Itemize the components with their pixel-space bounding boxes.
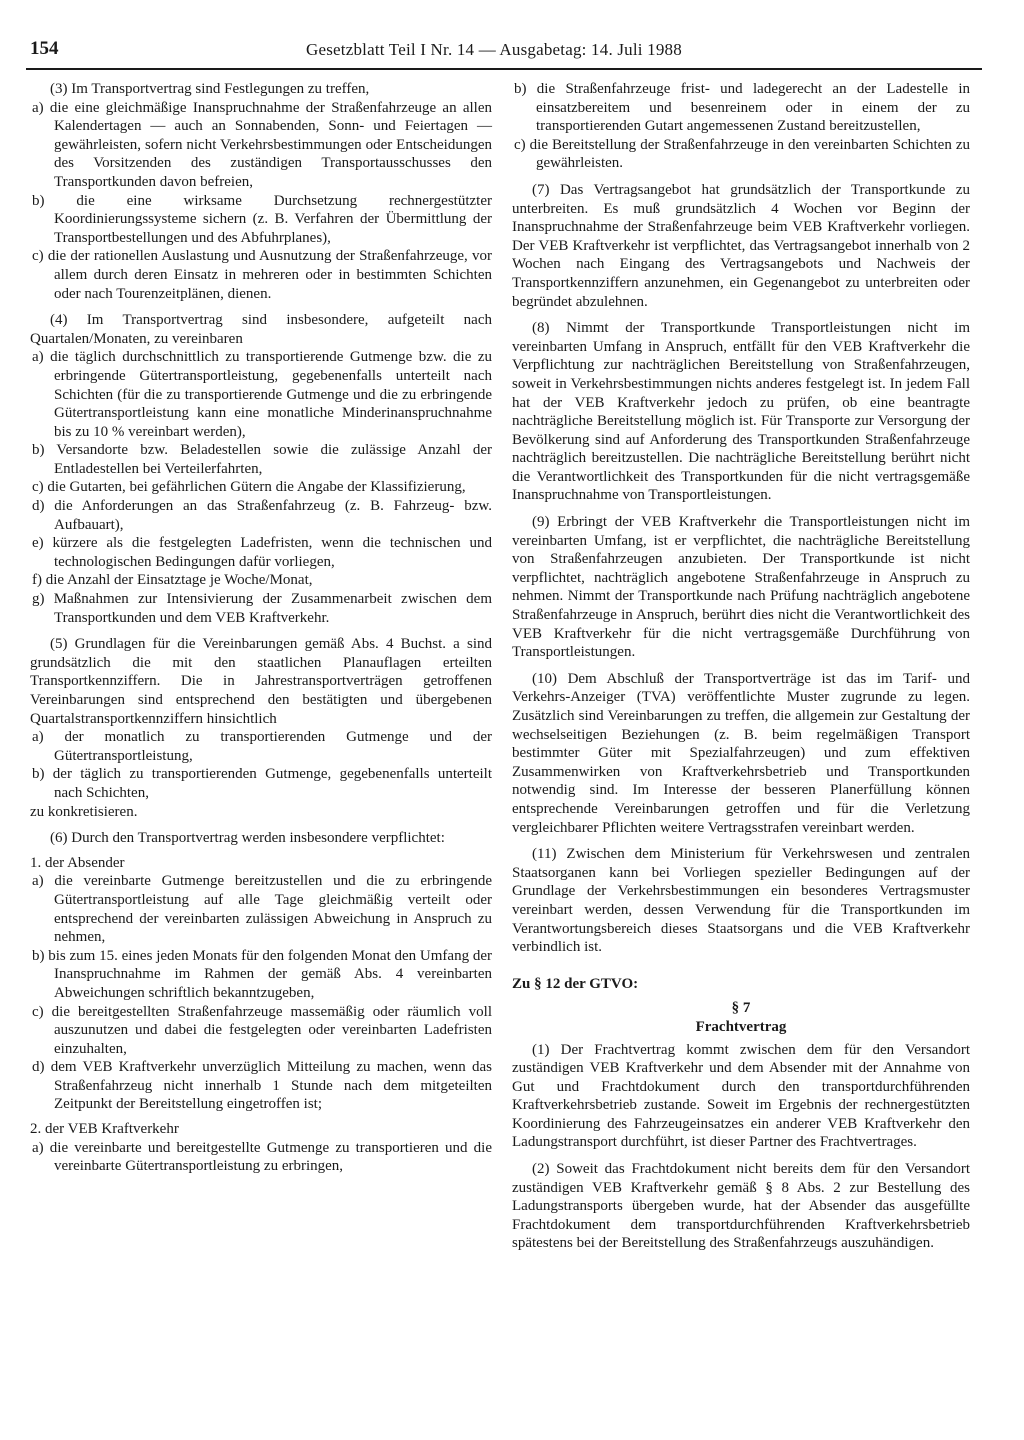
paragraph-11: (11) Zwischen dem Ministerium für Verkehrswesen und zentralen Staatsorganen kann bei Vorliegen spezieller Bedingungen auf der Grundlage der Verkehrsbestimmungen ein besonderes Vertragsmuster vereinbart werden, dessen Verwendung für die Transportkunden im Verantwortungsbereich dieses Staatsorgans und die VEB Kraftverkehr verbindlich ist. xyxy=(512,846,970,956)
paragraph-3-item-b: b) die eine wirksame Durchsetzung rechnergestützter Koordinierungssysteme sichern (z. B. Verfahren der Übermittlung der Transportbestellungen und des Abfuhrplanes), xyxy=(32,192,492,246)
paragraph-9: (9) Erbringt der VEB Kraftverkehr die Transportleistungen nicht im vereinbarten Umfang, ist er verpflichtet, die nachträgliche Bereitstellung von Straßenfahrzeugen anzubieten. Der Transportkunde ist nicht verpflichtet, nachträglich angebotene Straßenfahrzeuge in Anspruch zu nehmen. Nimmt der Transportkunde nach Prüfung nachträglich angebotene Straßenfahrzeuge in Anspruch, berührt dies nicht die Verantwortlichkeit des VEB Kraftverkehr für die nicht vertragsgemäße Durchführung von Transportleistungen. xyxy=(512,514,970,661)
paragraph-4-intro: (4) Im Transportvertrag sind insbesondere, aufgeteilt nach Quartalen/Monaten, zu vereinbaren xyxy=(30,312,492,347)
paragraph-5-item-b: b) der täglich zu transportierenden Gutmenge, gegebenenfalls unterteilt nach Schichten, xyxy=(32,766,492,801)
section-reference: Zu § 12 der GTVO: xyxy=(512,975,639,992)
paragraph-8: (8) Nimmt der Transportkunde Transportleistungen nicht im vereinbarten Umfang in Anspruch, entfällt für den VEB Kraftverkehr die Verpflichtung zur nachträglichen Bereitstellung von Straßenfahrzeugen, soweit in Verkehrsbestimmungen nichts anderes festgelegt ist. In jedem Fall hat der VEB Kraftverkehr jedoch zu prüfen, ob eine beantragte nachträgliche Bereitstellung möglich ist. Für Transporte zur Versorgung der Bevölkerung sind auf Anforderung des Transportkunden Straßenfahrzeuge nachträglich bereitzustellen. Die nachträgliche Bereitstellung berührt nicht die Verantwortlichkeit des Transportkunden für die nicht vertragsgemäße Inanspruchnahme von Transportleistungen. xyxy=(512,320,970,504)
section-title: Frachtvertrag xyxy=(695,1018,787,1035)
paragraph-4-item-b: b) Versandorte bzw. Beladestellen sowie die zulässige Anzahl der Entladestellen bei Verteilerfahrten, xyxy=(32,442,492,477)
page-number: 154 xyxy=(30,38,59,59)
paragraph-3-item-a: a) die eine gleichmäßige Inanspruchnahme der Straßenfahrzeuge an allen Kalendertagen — auch an Sonnabenden, Sonn- und Feiertagen — gewährleisten, sofern nicht Verkehrsbestimmungen oder Entscheidungen des Vorsitzenden des zuständigen Transportausschusses den Transportkunden davon befreien, xyxy=(32,99,492,190)
paragraph-4-item-e: e) kürzere als die festgelegten Ladefristen, wenn die technischen und technologischen Bedingungen dafür vorliegen, xyxy=(32,535,492,570)
paragraph-4-item-g: g) Maßnahmen zur Intensivierung der Zusammenarbeit zwischen dem Transportkunden und dem VEB Kraftverkehr. xyxy=(32,591,492,626)
section-7-paragraph-2: (2) Soweit das Frachtdokument nicht bereits dem für den Versandort zuständigen VEB Kraftverkehr gemäß § 8 Abs. 2 zur Bestellung des Ladungstransports übergeben wurde, hat der Absender das ausgefüllte Frachtdokument dem transportdurchführenden Kraftverkehrsbetrieb spätestens bei der Bereitstellung des Straßenfahrzeugs auszuhändigen. xyxy=(512,1161,970,1252)
paragraph-10: (10) Dem Abschluß der Transportverträge ist das im Tarif- und Verkehrs-Anzeiger (TVA) veröffentlichte Muster zugrunde zu legen. Zusätzlich sind Vereinbarungen zu treffen, die allgemein zur Gestaltung der wechselseitigen Beziehungen (z. B. beim regelmäßigen Transport bestimmter Güter mit Spezialfahrzeugen) und zum effektiven Zusammenwirken von Kraftverkehrsbetrieb und Transportkunden notwendig sind. Im Interesse der besseren Planerfüllung können entsprechende Vereinbarungen getroffen und für die Verletzung vergleichbarer Pflichten weitere Vertragsstrafen vereinbart werden. xyxy=(512,670,970,836)
paragraph-4-item-c: c) die Gutarten, bei gefährlichen Gütern die Angabe der Klassifizierung, xyxy=(32,479,466,496)
paragraph-3-item-c: c) die der rationellen Auslastung und Ausnutzung der Straßenfahrzeuge, vor allem durch deren Einsatz in mehreren oder in bestimmten Schichten oder nach Tourenzeitplänen, dienen. xyxy=(32,248,492,302)
left-column xyxy=(30,80,492,1176)
paragraph-5-item-a: a) der monatlich zu transportierenden Gutmenge und der Gütertransportleistung, xyxy=(32,729,492,764)
paragraph-6-number-2: 2. der VEB Kraftverkehr xyxy=(30,1121,179,1138)
paragraph-4-item-a: a) die täglich durchschnittlich zu transportierende Gutmenge bzw. die zu erbringende Gütertransportleistung, gegebenenfalls unterteilt nach Schichten (für die zu transportierende Gutmenge und die zu erbringende Gütertransportleistung kann eine monatliche Minderinanspruchnahme bis zu 10 % vereinbart werden), xyxy=(32,349,492,440)
paragraph-6-1-item-b: b) bis zum 15. eines jeden Monats für den folgenden Monat den Umfang der Inanspruchnahme im Rahmen der gemäß Abs. 4 vereinbarten Abweichungen schriftlich bekanntzugeben, xyxy=(32,947,492,1001)
paragraph-4-item-d: d) die Anforderungen an das Straßenfahrzeug (z. B. Fahrzeug- bzw. Aufbauart), xyxy=(32,498,492,533)
section-7-paragraph-1: (1) Der Frachtvertrag kommt zwischen dem für den Versandort zuständigen VEB Kraftverkehr und dem Absender mit der Annahme von Gut und Frachtdokument durch den transportdurchführenden Kraftverkehrsbetrieb zustande. Soweit im Ergebnis der rechnergestützten Koordinierung des Fahrzeugeinsatzes ein anderer VEB Kraftverkehr den Ladungstransport durchführt, ist dieser Partner des Frachtvertrages. xyxy=(512,1041,970,1151)
page-header xyxy=(26,36,982,70)
section-number: § 7 xyxy=(731,1000,751,1017)
paragraph-6-intro: (6) Durch den Transportvertrag werden insbesondere verpflichtet: xyxy=(50,830,445,847)
paragraph-6-1-item-d: d) dem VEB Kraftverkehr unverzüglich Mitteilung zu machen, wenn das Straßenfahrzeug nicht innerhalb 1 Stunde nach dem mitgeteilten Zeitpunkt der Bereitstellung eingetroffen ist; xyxy=(32,1059,492,1113)
paragraph-6-2-item-c: c) die Bereitstellung der Straßenfahrzeuge in den vereinbarten Schichten zu gewährleisten. xyxy=(514,136,970,172)
paragraph-6-2-item-b: b) die Straßenfahrzeuge frist- und ladegerecht an der Ladestelle in einsatzbereitem und besenreinem oder in einem der zu transportierenden Gutart angemessenen Zustand bereitzustellen, xyxy=(514,81,970,135)
paragraph-4-item-f: f) die Anzahl der Einsatztage je Woche/Monat, xyxy=(32,572,313,589)
paragraph-6-number-1: 1. der Absender xyxy=(30,854,125,871)
paragraph-6-1-item-a: a) die vereinbarte Gutmenge bereitzustellen und die zu erbringende Gütertransportleistung auf alle Tage gleichmäßig verteilt oder entsprechend der vereinbarten zulässigen Abweichung in Anspruch zu nehmen, xyxy=(32,873,492,946)
running-title: Gesetzblatt Teil I Nr. 14 — Ausgabetag: 14. Juli 1988 xyxy=(306,40,682,59)
paragraph-5: (5) Grundlagen für die Vereinbarungen gemäß Abs. 4 Buchst. a sind grundsätzlich die mit den staatlichen Planauflagen erteilten Transportkennziffern. Die in Jahrestransportverträgen getroffenen Vereinbarungen sind entsprechend den bestätigten und übergebenen Quartalstransportkennziffern hinsichtlich xyxy=(30,636,492,727)
paragraph-5-closing: zu konkretisieren. xyxy=(30,803,138,820)
paragraph-3-intro: (3) Im Transportvertrag sind Festlegungen zu treffen, xyxy=(50,81,370,97)
paragraph-6-2-item-a: a) die vereinbarte und bereitgestellte Gutmenge zu transportieren und die vereinbarte Gütertransportleistung zu erbringen, xyxy=(32,1139,492,1175)
paragraph-6-1-item-c: c) die bereitgestellten Straßenfahrzeuge massemäßig oder räumlich voll auszunutzen und dabei die festgelegten oder vereinbarten Ladefristen einzuhalten, xyxy=(32,1003,492,1057)
right-column xyxy=(512,80,970,1253)
paragraph-7: (7) Das Vertragsangebot hat grundsätzlich der Transportkunde zu unterbreiten. Es muß grundsätzlich 4 Wochen vor Beginn der Inanspruchnahme der Straßenfahrzeuge beim VEB Kraftverkehr vorliegen. Der VEB Kraftverkehr ist verpflichtet, das Vertragsangebot innerhalb von 2 Wochen nach Eingang des Vertragsangebots und Nachweis der Transportkennziffern anzunehmen, ein Gegenangebot zu unterbreiten oder begründet abzulehnen. xyxy=(512,181,970,310)
